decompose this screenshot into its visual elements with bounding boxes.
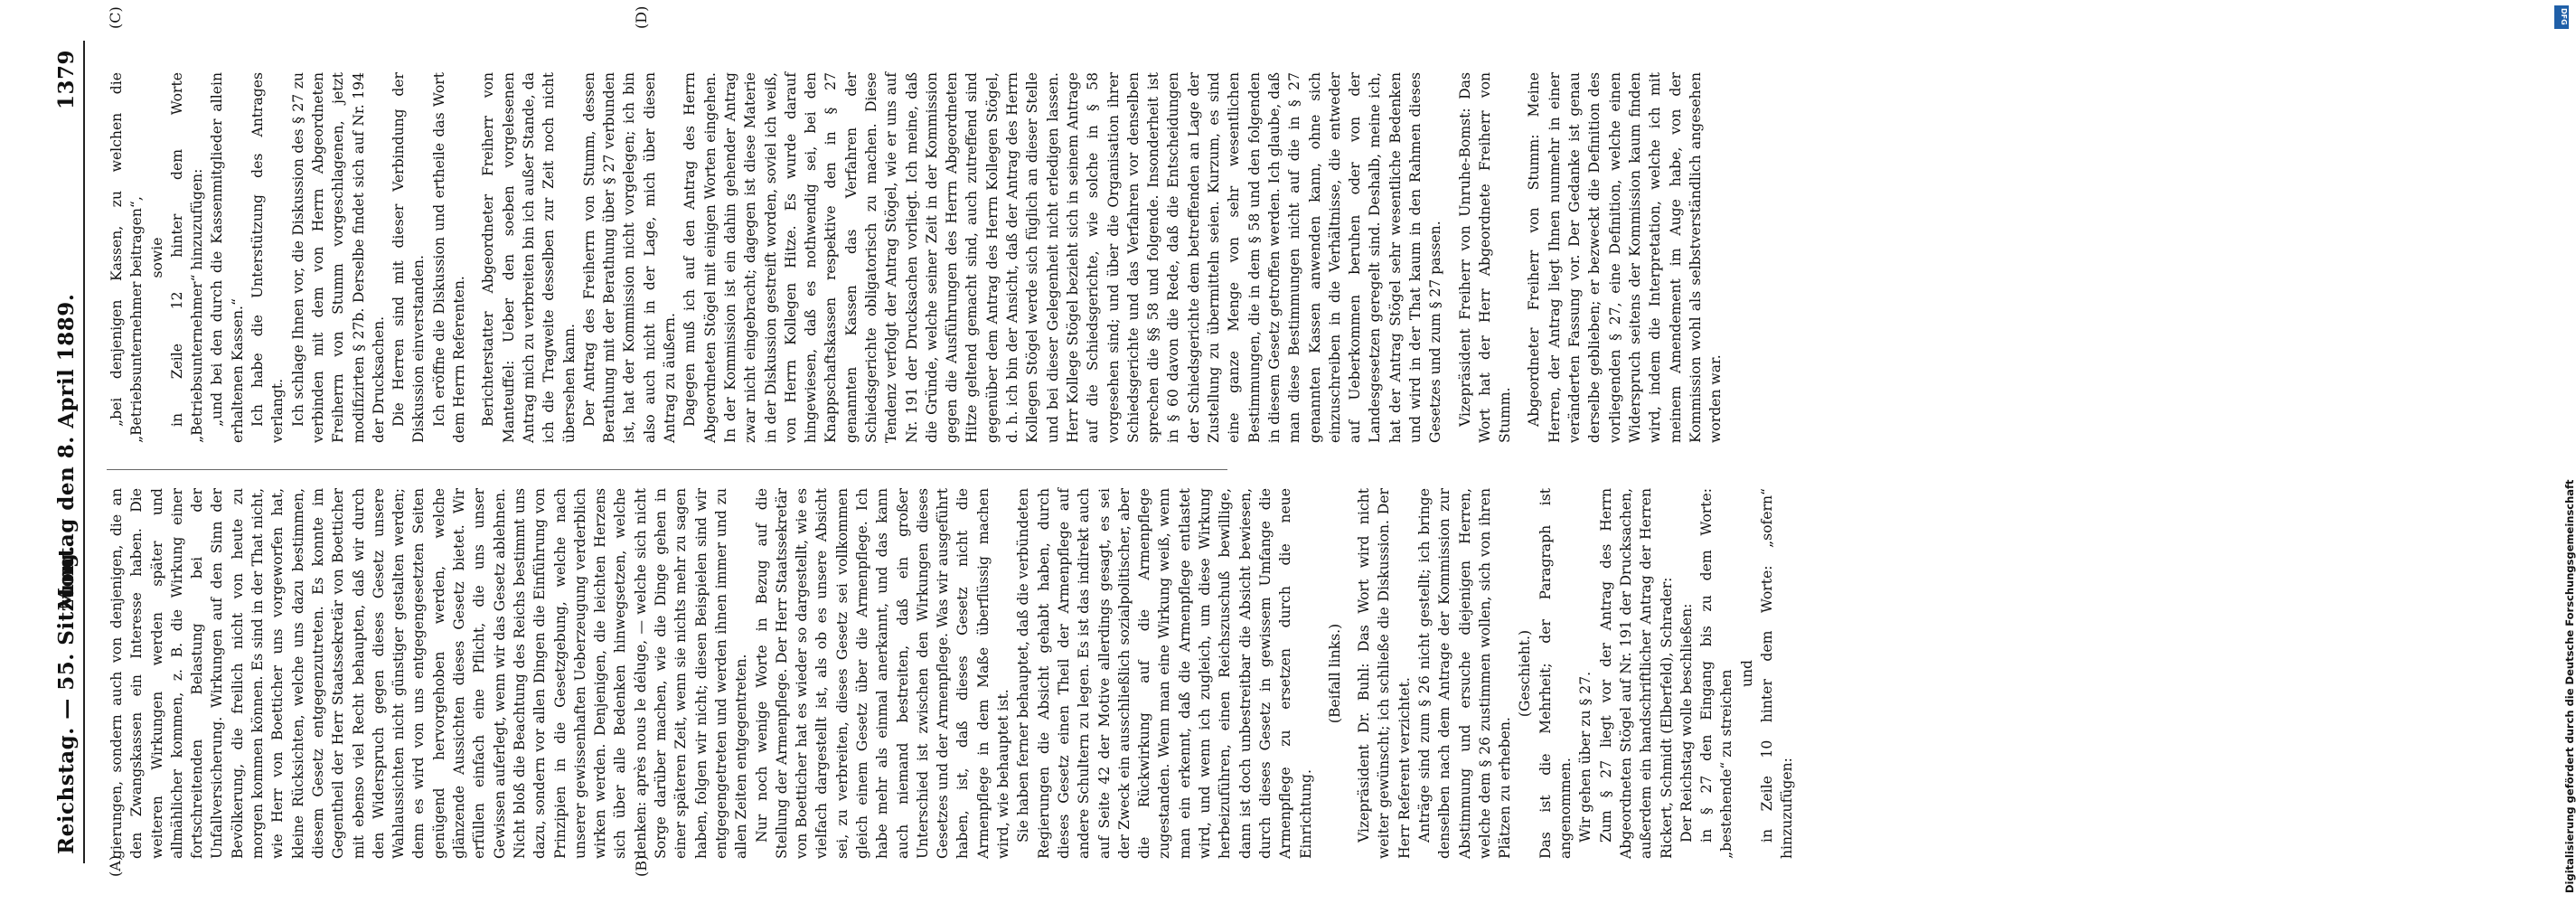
paragraph: Ich eröffne die Diskussion und ertheile das Wort dem Herrn Referenten. bbox=[430, 72, 468, 443]
digitization-note: Digitalisierung gefördert durch die Deutsche Forschungsgemeinschaft bbox=[2563, 479, 2576, 893]
paragraph: Ich schlage Ihnen vor, die Diskussion des § 27 zu verbinden mit dem von Herrn Abgeordneten Freiherrn von Stumm vorgeschlagenen, jetzt modifizirten § 27b. Derselbe findet sich auf Nr. 194 der Drucksachen. bbox=[289, 72, 387, 443]
paragraph: (Beifall links.) bbox=[1326, 623, 1343, 724]
paragraph: Anträge sind zum § 26 nicht gestellt; ich bringe denselben nach dem Antrage der Kommission zur Abstimmung und ersuche diejenigen Herren, welche dem § 26 zustimmen wollen, sich von ihren Plätzen zu erheben. bbox=[1416, 488, 1514, 859]
paragraph: Berichterstatter Abgeordneter Freiherr von Manteuffel: Ueber den soeben vorgelesenen Antrag mich zu verbreiten bin ich außer Stande, da ich die Tragweite desselben zur Zeit noch nicht übersehen kann. bbox=[480, 72, 578, 443]
paragraph: Vizepräsident Freiherr von Unruhe-Bomst: Das Wort hat der Herr Abgeordnete Freiherr von Stumm. bbox=[1456, 72, 1514, 443]
dfg-logo: DFG bbox=[2554, 5, 2569, 29]
header-title: Montag den 8. April 1889. bbox=[54, 293, 79, 611]
paragraph: sowie bbox=[148, 237, 165, 278]
paragraph: „und bei den durch die Kassenmitglieder allein erhaltenen Kassen.“ bbox=[209, 72, 246, 443]
margin-letter-d: (D) bbox=[633, 5, 650, 29]
paragraph: Vizepräsident Dr. Buhl: Das Wort wird nicht weiter gewünscht; ich schließe die Diskussion. Der Herr Referent verzichtet. bbox=[1356, 488, 1413, 859]
paragraph: Der Reichstag wolle beschließen: bbox=[1678, 603, 1695, 843]
paragraph: Dagegen muß ich auf den Antrag des Herrn Abgeordneten Stögel mit einigen Worten eingehen. In der Kommission ist ein dahin gehender Antrag zwar nicht eingebracht; dagegen ist diese Materie in der Diskussion gestreift worden, soviel ich weiß, von Herrn Kollegen Hitze. Es wurde darauf hingewiesen, daß es nothwendig sei, bei den Knappschaftskassen respektive den in § 27 genannten Kassen das Verfahren der Schiedsgerichte obligatorisch zu machen. Diese Tendenz verfolgt der Antrag Stögel, wie er uns auf Nr. 191 der Drucksachen vorliegt. Ich meine, daß die Gründe, welche seiner Zeit in der Kommission gegen die Ausführungen des Herrn Abgeordneten Hitze geltend gemacht sind, auch zutreffend sind gegenüber dem Antrag des Herrn Kollegen Stögel, d. h. ich bin der Ansicht, daß der Antrag des Herrn Kollegen Stögel werde sich füglich an dieser Stelle und bei dieser Gelegenheit nicht erledigen lassen. Herr Kollege Stögel bezieht sich in seinem Antrage auf die Schiedsgerichte, wie solche in § 58 vorgesehen sind; und über die Organisation ihrer Schiedsgerichte und das Verfahren vor denselben sprechen die §§ 58 und folgende. Insonderheit ist in § 60 davon die Rede, daß die Entscheidungen der Schiedsgerichte dem betreffenden an Lage der Zustellung zu übermitteln seien. Kurzum, es sind eine ganze Menge von sehr wesentlichen Bestimmungen, die in dem § 58 und den folgenden in diesem Gesetz getroffen werden. Ich glaube, daß man diese Bestimmungen nicht auf die in § 27 genannten Kassen anwenden kann, ohne sich einzuschreiben in die Verhältnisse, die entweder auf Ueberkommen beruhen oder von der Landesgesetzen geregelt sind. Deshalb, meine ich, hat der Antrag Stögel sehr wesentliche Bedenken und wird in der That kaum in den Rahmen dieses Gesetzes und zum § 27 passen. bbox=[682, 72, 1444, 443]
page-header bbox=[52, 41, 85, 863]
paragraph: gierungen, sondern auch von denjenigen, die an den Zwangskassen ein Interesse haben. Die weiteren Wirkungen werden später und allmählicher kommen, z. B. die Wirkung einer fortschreitenden Belastung bei der Unfallversicherung. Wirkungen auf den Sinn der Bevölkerung, die freilich nicht von heute zu morgen kommen können. Es sind in der That nicht, wie Herr von Boetticher uns vorgeworfen hat, kleine Rücksichten, welche uns dazu bestimmen, diesem Gesetz entgegenzutreten. Es konnte im Gegentheil der Herr Staatssekretär von Boetticher mit ebenso viel Recht behaupten, daß wir durch den Widerspruch gegen dieses Gesetz unsere Wahlaussichten nicht günstiger gestalten werden; denn es wird von uns entgegengesetzten Seiten genügend hervorgehoben werden, welche glänzende Aussichten dieses Gesetz bietet. Wir erfüllen einfach eine Pflicht, die uns unser Gewissen auferlegt, wenn wir das Gesetz ablehnen. Nicht bloß die Beachtung des Reichs bestimmt uns dazu, sondern vor allen Dingen die Einführung von Prinzipien in die Gesetzgebung, welche nach unserer gewissenhaften Ueberzeugung verderblich wirken werden. Denjenigen, die leichten Herzens sich über alle Bedenken hinwegsetzen, welche denken: après nous le déluge, — welche sich nicht Sorge darüber machen, wie die Dinge gehen in einer späteren Zeit, wenn sie nichts mehr zu sagen haben, folgen wir nicht; diesen Beispielen sind wir entgegengetreten und werden ihnen immer und zu allen Zeiten entgegentreten. bbox=[108, 488, 750, 859]
paragraph: Zum § 27 liegt vor der Antrag des Herrn Abgeordneten Stögel auf Nr. 191 der Drucksachen, außerdem ein handschriftlicher Antrag der Herren Rickert, Schmidt (Elberfeld), Schrader: bbox=[1597, 488, 1675, 859]
paragraph: Ich habe die Unterstützung des Antrages verlangt. bbox=[249, 72, 287, 443]
paragraph: Das ist die Mehrheit; der Paragraph ist angenommen. bbox=[1537, 488, 1575, 859]
header-left: Reichstag. — 55. Sitzung. bbox=[54, 545, 79, 854]
right-column bbox=[107, 72, 1725, 443]
paragraph: und bbox=[1738, 659, 1755, 688]
paragraph: (Geschieht.) bbox=[1517, 629, 1534, 718]
margin-letter-b: (B) bbox=[633, 854, 650, 877]
margin-letter-c: (C) bbox=[107, 6, 124, 29]
paragraph: in Zeile 12 hinter dem Worte „Betriebsunternehmer“ hinzuzufügen: bbox=[168, 72, 206, 443]
paragraph: Wir gehen über zu § 27. bbox=[1577, 671, 1594, 843]
left-column bbox=[107, 488, 1796, 859]
column-divider bbox=[107, 469, 1227, 470]
margin-letter-a: (A) bbox=[107, 854, 124, 877]
paragraph: in § 27 den Eingang bis zu dem Worte: „bestehende“ zu streichen bbox=[1698, 488, 1735, 859]
paragraph: Nur noch wenige Worte in Bezug auf die Stellung der Armenpflege. Der Herr Staatssekretär von Boetticher hat es wieder so dargestellt, wie es vielfach dargestellt ist, als ob es unsere Absicht sei, zu verbreiten, dieses Gesetz sei vollkommen gleich einem Gesetz über die Armenpflege. Ich habe mehr als einmal anerkannt, und das kann auch niemand bestreiten, daß ein großer Unterschied ist zwischen den Wirkungen dieses Gesetzes und der Armenpflege. Was wir ausgeführt haben, ist, daß dieses Gesetz nicht die Armenpflege in dem Maße überflüssig machen wird, wie behauptet ist. bbox=[753, 488, 1012, 859]
paragraph: in Zeile 10 hinter dem Worte: „sofern“ hinzuzufügen: bbox=[1759, 488, 1796, 859]
paragraph: Sie haben ferner behauptet, daß die verbündeten Regierungen die Absicht gehabt haben, durch dieses Gesetz einen Theil der Armenpflege auf andere Schultern zu legen. Es ist das indirekt auch auf Seite 42 der Motive allerdings gesagt, es sei der Zweck ein ausschließlich sozialpolitischer, aber die Rückwirkung auf die Armenpflege zugestanden. Wenn man eine Wirkung weiß, wenn man ein erkennt, daß die Armenpflege entlastet wird, und wenn ich zugleich, um diese Wirkung herbeizuführen, einen Reichszuschuß bewillige, dann ist doch unbestreitbar die Absicht bewiesen, durch dieses Gesetz in gewissem Umfange die Armenpflege zu ersetzen durch die neue Einrichtung. bbox=[1015, 488, 1314, 859]
paragraph: Der Antrag des Freiherrn von Stumm, dessen Berathung mit der Berathung über § 27 verbunden ist, hat der Kommission nicht vorgelegen; ich bin also auch nicht in der Lage, mich über diesen Antrag zu äußern. bbox=[580, 72, 679, 443]
paragraph: Die Herren sind mit dieser Verbindung der Diskussion einverstanden. bbox=[390, 72, 428, 443]
paragraph: Abgeordneter Freiherr von Stumm: Meine Herren, der Antrag liegt Ihnen nunmehr in einer veränderten Fassung vor. Der Gedanke ist genau derselbe geblieben; er bezweckt die Definition des vorliegenden § 27, eine Definition, welche einen Widerspruch seitens der Kommission kaum finden wird, indem die Interpretation, welche ich mit meinem Amendement im Auge habe, von der Kommission wohl als selbstverständlich angesehen worden war. bbox=[1526, 72, 1725, 443]
paragraph: „bei denjenigen Kassen, zu welchen die „Betriebsunternehmer beitragen“, bbox=[108, 72, 146, 443]
page-number: 1379 bbox=[54, 50, 79, 110]
